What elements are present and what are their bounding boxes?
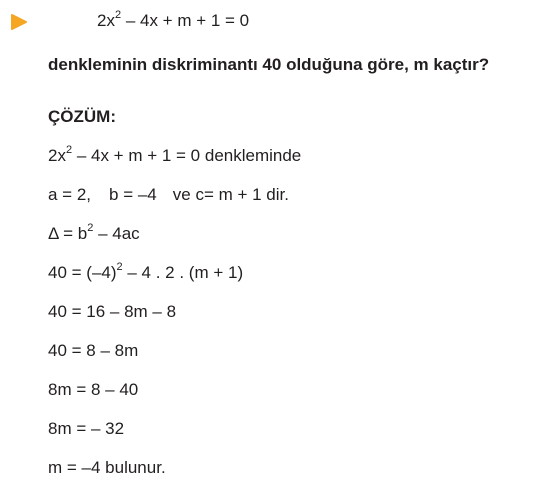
solution-step-9: m = –4 bulunur. bbox=[48, 458, 166, 477]
solution-step-7: 8m = 8 – 40 bbox=[48, 380, 139, 399]
play-triangle-icon bbox=[9, 12, 29, 32]
coefficient-b: b = –4 bbox=[109, 185, 157, 204]
equation-exponent: 2 bbox=[114, 9, 122, 21]
step3-exponent: 2 bbox=[87, 222, 94, 234]
play-triangle-shape bbox=[12, 15, 26, 29]
solution-step-1 bbox=[48, 146, 301, 166]
step3-lhs: Δ = b bbox=[48, 224, 88, 243]
coefficient-a: a = 2, bbox=[48, 185, 92, 204]
solution-step-6: 40 = 8 – 8m bbox=[48, 341, 139, 360]
step3-rest: – 4ac bbox=[93, 224, 140, 243]
equation-rest: – 4x + m + 1 = 0 bbox=[121, 11, 250, 30]
step4-lhs: 40 = (–4) bbox=[48, 263, 117, 282]
equation-base: 2x bbox=[97, 11, 115, 30]
solution-heading: ÇÖZÜM: bbox=[48, 107, 116, 126]
step1-base: 2x bbox=[48, 146, 66, 165]
solution-step-2 bbox=[48, 185, 289, 205]
question-prompt: denkleminin diskriminantı 40 olduğuna göre, m kaçtır? bbox=[48, 55, 490, 74]
step4-exponent: 2 bbox=[116, 261, 123, 273]
coefficient-c: ve c= m + 1 dir. bbox=[172, 185, 289, 204]
solution-step-3 bbox=[48, 224, 140, 244]
solution-step-5: 40 = 16 – 8m – 8 bbox=[48, 302, 177, 321]
question-equation bbox=[97, 11, 249, 31]
step4-rest: – 4 . 2 . (m + 1) bbox=[122, 263, 244, 282]
solution-step-4 bbox=[48, 263, 243, 283]
step1-rest: – 4x + m + 1 = 0 denkleminde bbox=[72, 146, 302, 165]
solution-step-8: 8m = – 32 bbox=[48, 419, 125, 438]
step1-exponent: 2 bbox=[65, 144, 73, 156]
